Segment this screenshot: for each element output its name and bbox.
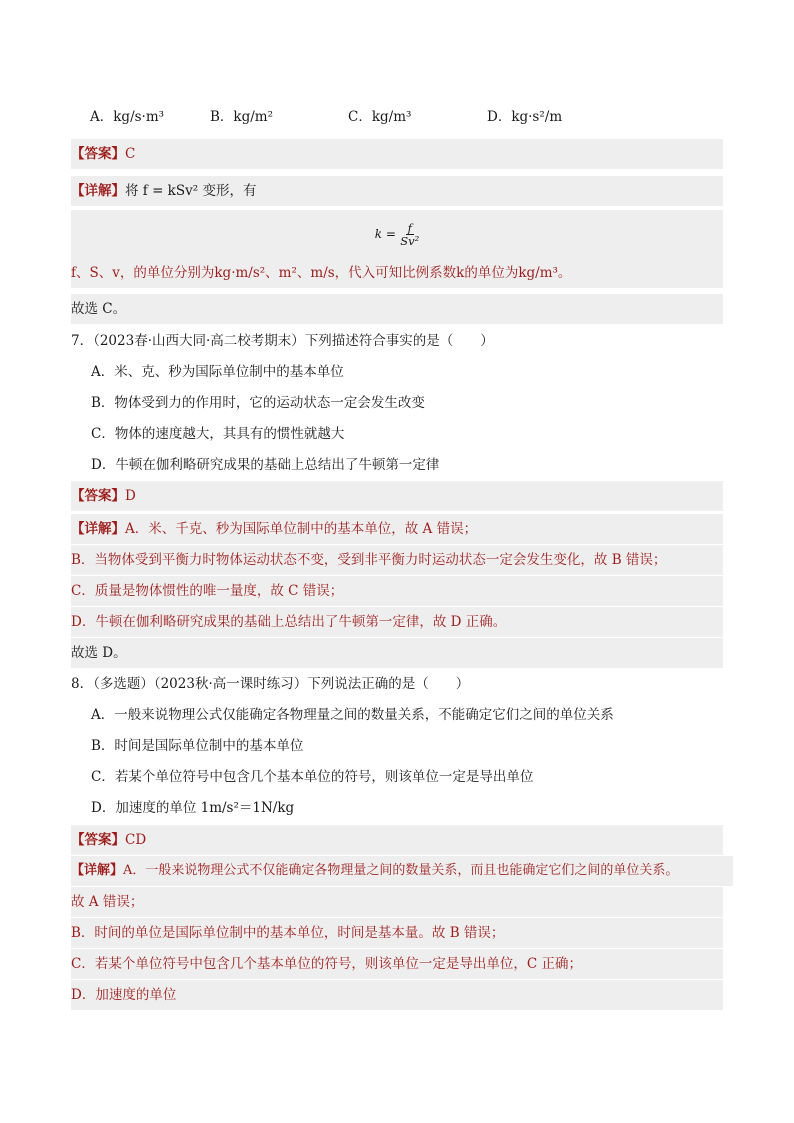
answer-tag: 【答案】: [71, 488, 125, 504]
q7-detail-b: B．当物体受到平衡力时物体运动状态不变，受到非平衡力时运动状态一定会发生变化，故 B 错误；: [71, 545, 723, 575]
q8-detail-d: D．加速度的单位: [71, 980, 723, 1010]
q8-answer-line: [71, 825, 723, 855]
q7-conclusion: 故选 D。: [71, 638, 723, 668]
q7-stem: 7．（2023春·山西大同·高二校考期末）下列描述符合事实的是（ ）: [71, 333, 494, 349]
detail-tag: 【详解】: [71, 521, 125, 537]
answer-tag: 【答案】: [71, 832, 125, 848]
q8-detail-a1: [71, 856, 733, 886]
q6-option-c: C．kg/m³: [348, 109, 412, 125]
q6-conclusion: 故选 C。: [71, 294, 723, 324]
answer-value: C: [125, 146, 136, 162]
detail-text: A．一般来说物理公式不仅能确定各物理量之间的数量关系，而且也能确定它们之间的单位关系。: [123, 863, 679, 878]
q8-option-b: B．时间是国际单位制中的基本单位: [91, 738, 304, 754]
q6-option-a: A．kg/s·m³: [90, 109, 165, 125]
q7-option-c: C．物体的速度越大，其具有的惯性就越大: [91, 426, 345, 442]
q6-formula: [71, 210, 723, 258]
answer-value: D: [125, 488, 136, 504]
q7-option-a: A．米、克、秒为国际单位制中的基本单位: [91, 364, 344, 380]
q8-option-d: D．加速度的单位 1m/s²＝1N/kg: [91, 800, 295, 816]
formula-denominator: Sv²: [400, 234, 420, 248]
q8-stem: 8．（多选题）（2023秋·高一课时练习）下列说法正确的是（ ）: [71, 676, 470, 692]
answer-tag: 【答案】: [71, 146, 125, 162]
q8-detail-a2: 故 A 错误；: [71, 887, 723, 917]
detail-text: 将 f = kSv² 变形，有: [125, 183, 257, 199]
q6-detail-line-2: f、S、v，的单位分别为kg·m/s²、m²、m/s，代入可知比例系数k的单位为kg/m³。: [71, 258, 723, 288]
detail-tag: 【详解】: [71, 863, 124, 878]
q6-option-b: B．kg/m²: [210, 109, 274, 125]
formula-numerator: f: [407, 221, 412, 235]
q7-answer-line: [71, 481, 723, 511]
q7-option-d: D．牛顿在伽利略研究成果的基础上总结出了牛顿第一定律: [91, 457, 440, 473]
q7-detail-d: D．牛顿在伽利略研究成果的基础上总结出了牛顿第一定律，故 D 正确。: [71, 607, 723, 637]
formula-lhs: k =: [374, 227, 396, 241]
detail-text: A．米、千克、秒为国际单位制中的基本单位，故 A 错误；: [125, 521, 478, 537]
answer-value: CD: [125, 832, 147, 848]
q8-option-a: A．一般来说物理公式仅能确定各物理量之间的数量关系，不能确定它们之间的单位关系: [91, 707, 614, 723]
formula-fraction: [400, 222, 419, 247]
q6-answer-line: [71, 139, 723, 169]
q8-detail-c: C．若某个单位符号中包含几个基本单位的符号，则该单位一定是导出单位，C 正确；: [71, 949, 723, 979]
q7-detail-a: [71, 514, 723, 544]
q7-detail-c: C．质量是物体惯性的唯一量度，故 C 错误；: [71, 576, 723, 606]
q7-option-b: B．物体受到力的作用时，它的运动状态一定会发生改变: [91, 395, 425, 411]
detail-tag: 【详解】: [71, 183, 125, 199]
q6-detail-line-1: [71, 176, 723, 206]
q6-option-d: D．kg·s²/m: [487, 109, 563, 125]
q8-detail-b: B．时间的单位是国际单位制中的基本单位，时间是基本量。故 B 错误；: [71, 918, 723, 948]
q8-option-c: C．若某个单位符号中包含几个基本单位的符号，则该单位一定是导出单位: [91, 769, 534, 785]
